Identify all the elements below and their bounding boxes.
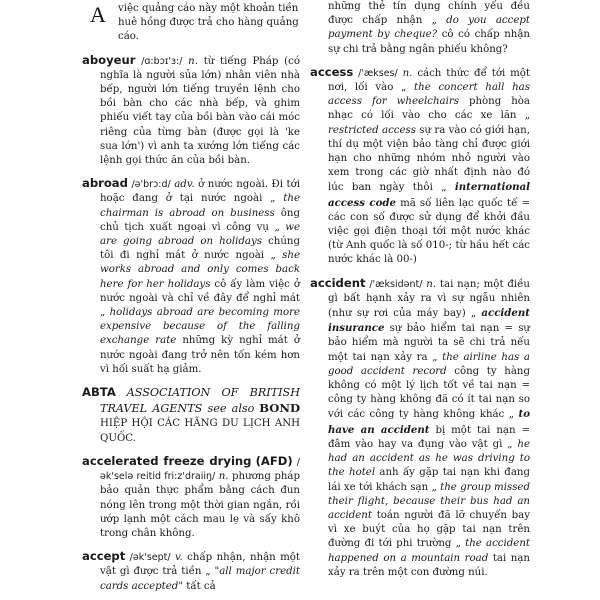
- continued-text: việc quảng cáo này một khoản tiền huê hồng được trả cho hàng quảng cáo.: [118, 3, 299, 43]
- entry-accelerated-freeze-drying: [82, 454, 300, 541]
- example: international access code: [328, 181, 530, 209]
- part-of-speech: adv.: [174, 179, 195, 191]
- definition: phương pháp bảo quản thực phẩm bằng cách đun nóng lên trong một thời gian ngắn, rồi ướp lạnh một cách mau lẹ và sấy khô trong chân không.: [100, 471, 300, 539]
- example: do you accept payment by cheque?: [328, 15, 530, 41]
- pronunciation: /'æksidənt/: [369, 278, 423, 290]
- definition: HIỆP HỘI CÁC HÃNG DU LỊCH ANH QUỐC.: [100, 418, 300, 444]
- example: the airline has a good accident record: [328, 351, 530, 377]
- example: restricted access: [328, 124, 416, 136]
- entry-aboyeur: [82, 53, 300, 169]
- part-of-speech: n.: [218, 471, 229, 483]
- example: the chairman is abroad on business: [100, 193, 300, 219]
- headword: accident: [310, 275, 366, 290]
- entry-accept: accept /ək'sept/ v. chấp nhận, nhận một vật gì được trả tiền „ "all major credit cards accepted" tất cả: [82, 549, 300, 592]
- cross-reference: BOND: [259, 401, 300, 416]
- example: to have an accident: [328, 408, 530, 436]
- example: we are going abroad on holidays: [100, 221, 300, 248]
- right-column: [310, 0, 530, 584]
- definition: từ tiếng Pháp (có nghĩa là người sủa lớn) nhân viên nhà bếp, người lớn tiếng truyền lệnh cho bồi bàn cho các nhà bếp, và ghim phiếu viết tay của bồi bàn vào cái móc riêng của từng bàn (được gọi là 'ke sua lớn') vì anh ta xướng lớn tiếng các lệnh gọi thức ăn của bồi bàn.: [100, 55, 300, 167]
- headword: aboyeur: [82, 52, 136, 67]
- example: holidays abroad are becoming more expensive because of the falling exchange rate: [100, 307, 300, 347]
- example: accident insurance: [328, 307, 530, 335]
- entry-accept-continued: những thẻ tín dụng chính yếu đều được chấp nhận „ do you accept payment by cheque? cô có chấp nhận sự chi trả bằng ngân phiếu không?: [328, 1, 530, 55]
- pronunciation: /'ækses/: [358, 67, 398, 79]
- example: the concert hall has access for wheelchairs: [328, 82, 530, 108]
- abbreviation: (AFD): [255, 453, 293, 468]
- pronunciation: /ək'sept/: [129, 552, 171, 564]
- part-of-speech: n.: [426, 278, 437, 290]
- pronunciation: /ə'brɔ:d/: [131, 179, 171, 191]
- pronunciation: /ək'selə reitid fri:z'draiiŋ/: [100, 456, 300, 483]
- headword: abroad: [82, 176, 128, 191]
- pronunciation: /ɑ:bɔɪ'ɜ:/: [141, 55, 183, 67]
- entry-access: access /'ækses/ n. cách thức để tới một nơi, lối vào „ the concert hall has access for wheelchairs phòng hòa nhạc có lối vào cho các xe lăn „ restricted access sự ra vào có giới hạn, thí dụ một viện bảo tàng chỉ được giới hạn cho những nhóm nhỏ người vào xem trong các giờ nhất định nào đó lúc ban ngày thôi „ international access code mã số liên lạc quốc tế = các con số được sử dụng để khởi đầu việc gọi điện thoại tới một nước khác (từ Anh quốc là số 010-; từ hầu hết các nước khác là 00-): [310, 64, 531, 266]
- example: "all major credit cards accepted": [100, 566, 300, 592]
- part-of-speech: n.: [188, 55, 198, 67]
- example: she works abroad and only comes back here for her holidays: [100, 250, 300, 290]
- headword: accelerated freeze drying: [82, 453, 252, 468]
- example: the group missed their flight, because their bus had an accident: [328, 481, 530, 521]
- headword: ABTA: [82, 385, 116, 400]
- entry-abroad: abroad /ə'brɔ:d/ adv. ở nước ngoài. Đi tới hoặc đang ở tại nước ngoài „ the chairman is abroad on business ông chủ tịch xuất ngoại vì công vụ „ we are going abroad on holidays chúng tôi đi nghỉ mát ở nước ngoài „ she works abroad and only comes back here for her holidays cô ấy làm việc ở nước ngoài và chỉ về đây để nghỉ mát „ holidays abroad are becoming more expensive because of the falling exchange rate những kỳ nghỉ mát ở nước ngoài đang trở nên tốn kém hơn vì hối suất hạ giảm.: [82, 176, 301, 375]
- example: he had an accident as he was driving to the hotel: [328, 438, 530, 479]
- example: the accident happened on a mountain road: [328, 538, 530, 564]
- left-column: [82, 0, 300, 598]
- headword: access: [310, 64, 354, 79]
- part-of-speech: v.: [174, 552, 183, 564]
- part-of-speech: n.: [402, 67, 413, 79]
- entry-accident: accident /'æksidənt/ n. tai nạn; một điều gì bất hạnh xảy ra vì sự ngẫu nhiên (như sự rơi của máy bay) „ accident insurance sự bảo hiểm tai nạn = sự bảo hiểm mà người ta sẽ chi trả nếu một tai nạn xảy ra „ the airline has a good accident record công ty hàng không có một lý lịch tốt về tai nạn = công ty hàng không đã có ít tai nạn so với các công ty hàng không khác „ to have an accident bị một tai nạn = đâm vào hay va đụng vào vật gì „ he had an accident as he was driving to the hotel anh ấy gặp tai nạn khi đang lái xe tới khách sạn „ the group missed their flight, because their bus had an accident toán người đã lỡ chuyến bay vì xe buýt của họ gặp tai nạn trên đường đi tới phi trường „ the accident happened on a mountain road tai nạn xảy ra trên một con đường núi.: [310, 275, 530, 578]
- entry-abta: ABTA ASSOCIATION OF BRITISH TRAVEL AGENTS see also BOND HIỆP HỘI CÁC HÃNG DU LỊCH ANH QUỐC.: [82, 385, 300, 444]
- headword: accept: [82, 549, 126, 564]
- section-letter: A: [90, 2, 106, 27]
